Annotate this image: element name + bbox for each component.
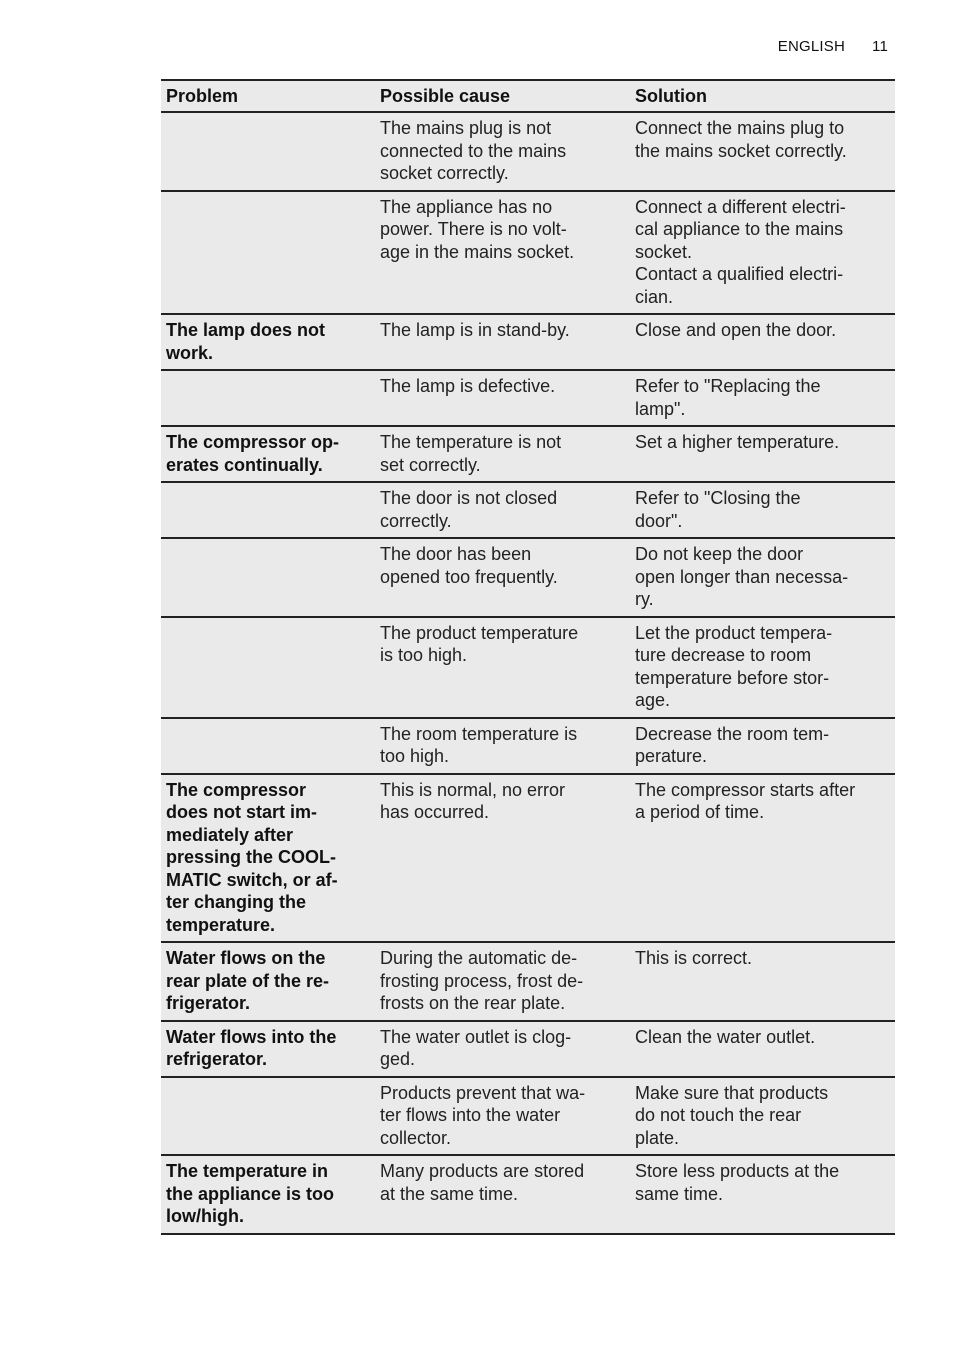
cause-cell [375, 1021, 630, 1077]
problem-cell [161, 1077, 375, 1156]
cause-cell-line: socket correctly. [380, 163, 509, 183]
solution-cell [630, 538, 895, 617]
solution-cell-line: age. [635, 690, 671, 710]
solution-cell-line: Connect a different electri- [635, 196, 846, 217]
cause-cell [375, 112, 630, 191]
table-header-row [161, 80, 895, 112]
table-row [161, 191, 895, 315]
table-body [161, 112, 895, 1234]
cause-cell-line: ter flows into the water [380, 1105, 561, 1125]
solution-cell-line: Decrease the room tem- [635, 723, 830, 744]
cause-cell-line: The room temperature is [380, 723, 578, 744]
problem-cell-line: does not start im- [166, 802, 318, 822]
page-header [778, 38, 888, 55]
cause-cell-line: The appliance has no [380, 196, 553, 217]
problem-cell-line: the appliance is too [166, 1183, 335, 1204]
cause-cell [375, 426, 630, 482]
problem-cell-line: Water flows on the [166, 948, 326, 968]
cause-cell [375, 942, 630, 1021]
problem-cell-line: MATIC switch, or af- [166, 869, 338, 890]
solution-cell-line: lamp". [635, 398, 686, 419]
cause-cell-line: age in the mains socket. [380, 241, 575, 262]
problem-cell-line: The temperature in [166, 1161, 329, 1181]
solution-cell-line: plate. [635, 1127, 680, 1148]
cause-cell [375, 370, 630, 426]
problem-cell [161, 1021, 375, 1077]
solution-cell-line: open longer than necessa- [635, 566, 849, 587]
cause-cell-line: power. There is no volt- [380, 219, 567, 239]
problem-cell [161, 191, 375, 315]
cause-cell-line: The product temperature [380, 622, 579, 643]
cause-cell [375, 191, 630, 315]
cause-cell-line: The temperature is not [380, 432, 562, 452]
problem-cell [161, 112, 375, 191]
solution-cell-line: Connect the mains plug to [635, 118, 845, 138]
page-number: 11 [872, 38, 888, 55]
solution-cell-line: Clean the water outlet. [635, 1026, 816, 1047]
problem-cell-line: pressing the COOL- [166, 847, 337, 867]
problem-cell-line: erates continually. [166, 454, 323, 475]
solution-cell-line: cal appliance to the mains [635, 219, 844, 239]
problem-cell [161, 314, 375, 370]
cause-cell [375, 1077, 630, 1156]
column-header-cause: Possible cause [375, 80, 630, 112]
cause-cell-line: This is normal, no error [380, 779, 566, 800]
cause-cell-line: collector. [380, 1127, 452, 1148]
cause-cell-line: The lamp is in stand-by. [380, 320, 570, 340]
problem-cell-line: work. [166, 342, 214, 363]
solution-cell-line: Refer to "Closing the [635, 488, 801, 508]
solution-cell-line: perature. [635, 746, 708, 766]
problem-cell [161, 617, 375, 718]
solution-cell [630, 370, 895, 426]
problem-cell [161, 482, 375, 538]
table-row [161, 482, 895, 538]
cause-cell-line: too high. [380, 746, 450, 766]
solution-cell [630, 191, 895, 315]
solution-cell [630, 1155, 895, 1234]
solution-cell-line: Close and open the door. [635, 320, 837, 340]
solution-cell [630, 774, 895, 943]
solution-cell-line: Make sure that products [635, 1082, 829, 1103]
table-row [161, 774, 895, 943]
cause-cell-line: The door has been [380, 544, 532, 564]
problem-cell-line: low/high. [166, 1206, 244, 1226]
cause-cell [375, 538, 630, 617]
solution-cell-line: Do not keep the door [635, 544, 804, 564]
column-header-solution: Solution [630, 80, 895, 112]
problem-cell-line: Water flows into the [166, 1026, 337, 1047]
cause-cell-line: The mains plug is not [380, 118, 552, 138]
solution-cell-line: the mains socket correctly. [635, 140, 847, 161]
table-row [161, 314, 895, 370]
solution-cell-line: a period of time. [635, 802, 765, 822]
cause-cell-line: correctly. [380, 510, 452, 531]
cause-cell-line: at the same time. [380, 1183, 519, 1204]
problem-cell [161, 370, 375, 426]
solution-cell-line: socket. [635, 241, 693, 262]
solution-cell-line: ture decrease to room [635, 645, 812, 665]
column-header-problem: Problem [161, 80, 375, 112]
problem-cell [161, 942, 375, 1021]
solution-cell [630, 617, 895, 718]
table-row [161, 112, 895, 191]
cause-cell-line: is too high. [380, 645, 468, 665]
problem-cell [161, 718, 375, 774]
cause-cell [375, 774, 630, 943]
cause-cell-line: opened too frequently. [380, 566, 558, 587]
cause-cell-line: connected to the mains [380, 140, 567, 161]
solution-cell [630, 1077, 895, 1156]
table-row [161, 426, 895, 482]
troubleshooting-table [161, 79, 895, 1235]
cause-cell [375, 314, 630, 370]
cause-cell-line: has occurred. [380, 802, 490, 822]
solution-cell [630, 718, 895, 774]
solution-cell-line: The compressor starts after [635, 779, 856, 800]
cause-cell-line: During the automatic de- [380, 948, 578, 968]
solution-cell [630, 314, 895, 370]
problem-cell-line: temperature. [166, 914, 276, 935]
cause-cell [375, 617, 630, 718]
solution-cell-line: Refer to "Replacing the [635, 376, 821, 396]
cause-cell-line: frosts on the rear plate. [380, 993, 566, 1013]
solution-cell-line: same time. [635, 1183, 724, 1204]
problem-cell-line: The compressor op- [166, 432, 340, 452]
problem-cell [161, 774, 375, 943]
language-label: ENGLISH [777, 38, 846, 55]
problem-cell-line: frigerator. [166, 993, 251, 1013]
cause-cell [375, 1155, 630, 1234]
solution-cell-line: Let the product tempera- [635, 622, 833, 643]
cause-cell-line: The door is not closed [380, 488, 558, 508]
cause-cell-line: The lamp is defective. [380, 376, 556, 396]
solution-cell [630, 942, 895, 1021]
solution-cell [630, 426, 895, 482]
solution-cell [630, 482, 895, 538]
solution-cell-line: This is correct. [635, 948, 753, 968]
table-row [161, 1155, 895, 1234]
problem-cell-line: refrigerator. [166, 1049, 268, 1069]
cause-cell-line: frosting process, frost de- [380, 970, 584, 991]
problem-cell [161, 538, 375, 617]
table-row [161, 1021, 895, 1077]
problem-cell-line: The lamp does not [166, 320, 326, 340]
solution-cell [630, 1021, 895, 1077]
problem-cell-line: mediately after [166, 824, 294, 845]
solution-cell-line: door". [635, 510, 683, 531]
solution-cell-line: ry. [635, 589, 654, 609]
solution-cell-line: Contact a qualified electri- [635, 264, 844, 284]
cause-cell [375, 718, 630, 774]
cause-cell-line: The water outlet is clog- [380, 1026, 572, 1047]
solution-cell-line: temperature before stor- [635, 667, 830, 688]
table-row [161, 617, 895, 718]
solution-cell-line: Set a higher temperature. [635, 432, 840, 452]
solution-cell-line: cian. [635, 286, 674, 307]
cause-cell-line: Products prevent that wa- [380, 1082, 586, 1103]
solution-cell [630, 112, 895, 191]
problem-cell [161, 1155, 375, 1234]
problem-cell-line: The compressor [166, 779, 307, 800]
cause-cell [375, 482, 630, 538]
cause-cell-line: set correctly. [380, 454, 481, 475]
table-row [161, 718, 895, 774]
problem-cell [161, 426, 375, 482]
cause-cell-line: ged. [380, 1049, 416, 1069]
table-row [161, 538, 895, 617]
solution-cell-line: Store less products at the [635, 1161, 840, 1181]
table-row [161, 370, 895, 426]
table-row [161, 1077, 895, 1156]
cause-cell-line: Many products are stored [380, 1161, 585, 1181]
solution-cell-line: do not touch the rear [635, 1105, 802, 1125]
table-row [161, 942, 895, 1021]
problem-cell-line: rear plate of the re- [166, 970, 330, 991]
problem-cell-line: ter changing the [166, 892, 307, 912]
